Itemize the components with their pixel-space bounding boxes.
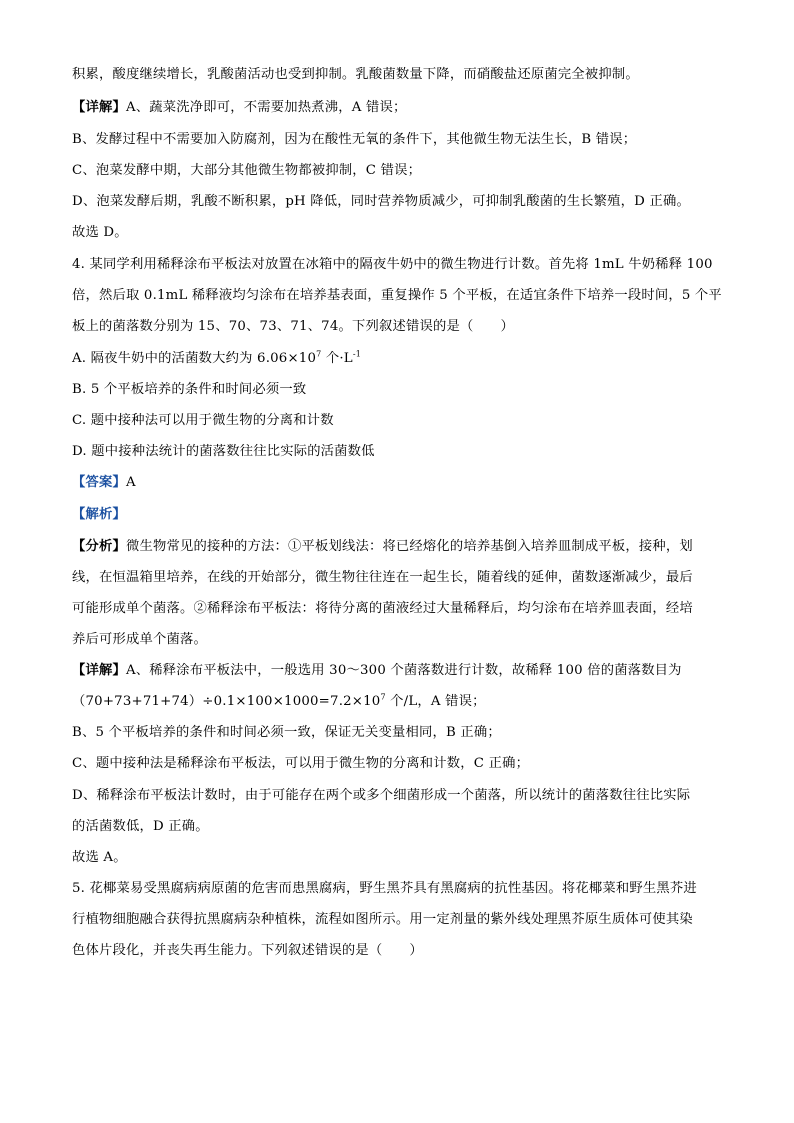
q3-analysis-tail: 积累，酸度继续增长，乳酸菌活动也受到抑制。乳酸菌数量下降，而硝酸盐还原菌完全被抑制。 <box>72 67 639 82</box>
q4-answer <box>72 474 136 492</box>
detail-a-text: A、蔬菜洗净即可，不需要加热煮沸，A 错误； <box>126 100 407 115</box>
q3-detail-c: C、泡菜发酵中期，大部分其他微生物都被抑制，C 错误； <box>72 163 422 178</box>
q4-detail-a1 <box>72 662 682 680</box>
q4-stem-line-1: 4. 某同学利用稀释涂布平板法对放置在冰箱中的隔夜牛奶中的微生物进行计数。首先将 1mL 牛奶稀释 100 <box>72 257 713 272</box>
fenxi-tag: 【分析】 <box>72 539 126 554</box>
q4-option-c: C. 题中接种法可以用于微生物的分离和计数 <box>72 413 334 428</box>
answer-tag: 【答案】 <box>72 475 126 490</box>
option-a-unit-exp: -1 <box>352 349 362 359</box>
fenxi-text-1: 微生物常见的接种的方法：①平板划线法：将已经熔化的培养基倒入培养皿制成平板，接种，划 <box>126 539 693 554</box>
detail-a2-end: 个/L，A 错误； <box>385 694 486 709</box>
q3-detail-a <box>72 99 406 117</box>
detail-a1-text: A、稀释涂布平板法中，一般选用 30～300 个菌落数进行计数，故稀释 100 倍的菌落数目为 <box>126 663 682 678</box>
q4-fenxi-line-4: 养后可形成单个菌落。 <box>72 632 207 647</box>
q4-detail-d1: D、稀释涂布平板法计数时，由于可能存在两个或多个细菌形成一个菌落，所以统计的菌落数往往比实际 <box>72 788 691 803</box>
answer-value: A <box>126 475 136 490</box>
q4-choice: 故选 A。 <box>72 850 127 865</box>
q3-detail-b: B、发酵过程中不需要加入防腐剂，因为在酸性无氧的条件下，其他微生物无法生长，B 错误； <box>72 132 637 147</box>
option-a-unit: 个·L <box>321 351 353 366</box>
q5-stem-line-3: 色体片段化，并丧失再生能力。下列叙述错误的是（ ） <box>72 943 423 958</box>
option-a-text: A. 隔夜牛奶中的活菌数大约为 6.06×10 <box>72 351 317 366</box>
q4-detail-b: B、5 个平板培养的条件和时间必须一致，保证无关变量相同，B 正确； <box>72 725 501 740</box>
q4-detail-c: C、题中接种法是稀释涂布平板法，可以用于微生物的分离和计数，C 正确； <box>72 756 530 771</box>
q4-fenxi-line-1 <box>72 538 693 556</box>
q4-fenxi-line-2: 线，在恒温箱里培养，在线的开始部分，微生物往往连在一起生长，随着线的延伸，菌数逐渐减少，最后 <box>72 570 693 585</box>
analysis-tag: 【解析】 <box>72 507 126 522</box>
detail-tag: 【详解】 <box>72 100 126 115</box>
option-a-exp: 7 <box>316 349 322 359</box>
q4-stem-line-2: 倍，然后取 0.1mL 稀释液均匀涂布在培养基表面，重复操作 5 个平板，在适宜条件下培养一段时间，5 个平 <box>72 288 722 303</box>
q4-detail-d2: 的活菌数低，D 正确。 <box>72 819 209 834</box>
q4-analysis-heading <box>72 506 126 524</box>
q3-choice: 故选 D。 <box>72 225 128 240</box>
q4-option-b: B. 5 个平板培养的条件和时间必须一致 <box>72 382 307 397</box>
q5-stem-line-2: 行植物细胞融合获得抗黑腐病杂种植株，流程如图所示。用一定剂量的紫外线处理黑芥原生质体可使其染 <box>72 912 693 927</box>
detail-a2-formula: （70+73+71+74）÷0.1×100×1000=7.2×10 <box>72 694 381 709</box>
q3-detail-d: D、泡菜发酵后期，乳酸不断积累，pH 降低，同时营养物质减少，可抑制乳酸菌的生长繁殖，D 正确。 <box>72 194 690 209</box>
q4-fenxi-line-3: 可能形成单个菌落。②稀释涂布平板法：将待分离的菌液经过大量稀释后，均匀涂布在培养皿表面，经培 <box>72 601 693 616</box>
q5-stem-line-1: 5. 花椰菜易受黑腐病病原菌的危害而患黑腐病，野生黑芥具有黑腐病的抗性基因。将花椰菜和野生黑芥进 <box>72 881 697 896</box>
detail-a2-exp: 7 <box>380 692 386 702</box>
detail-tag: 【详解】 <box>72 663 126 678</box>
q4-option-d: D. 题中接种法统计的菌落数往往比实际的活菌数低 <box>72 444 375 459</box>
q4-option-a <box>72 350 361 368</box>
q4-detail-a2 <box>72 693 486 711</box>
q4-stem-line-3: 板上的菌落数分别为 15、70、73、71、74。下列叙述错误的是（ ） <box>72 319 514 334</box>
